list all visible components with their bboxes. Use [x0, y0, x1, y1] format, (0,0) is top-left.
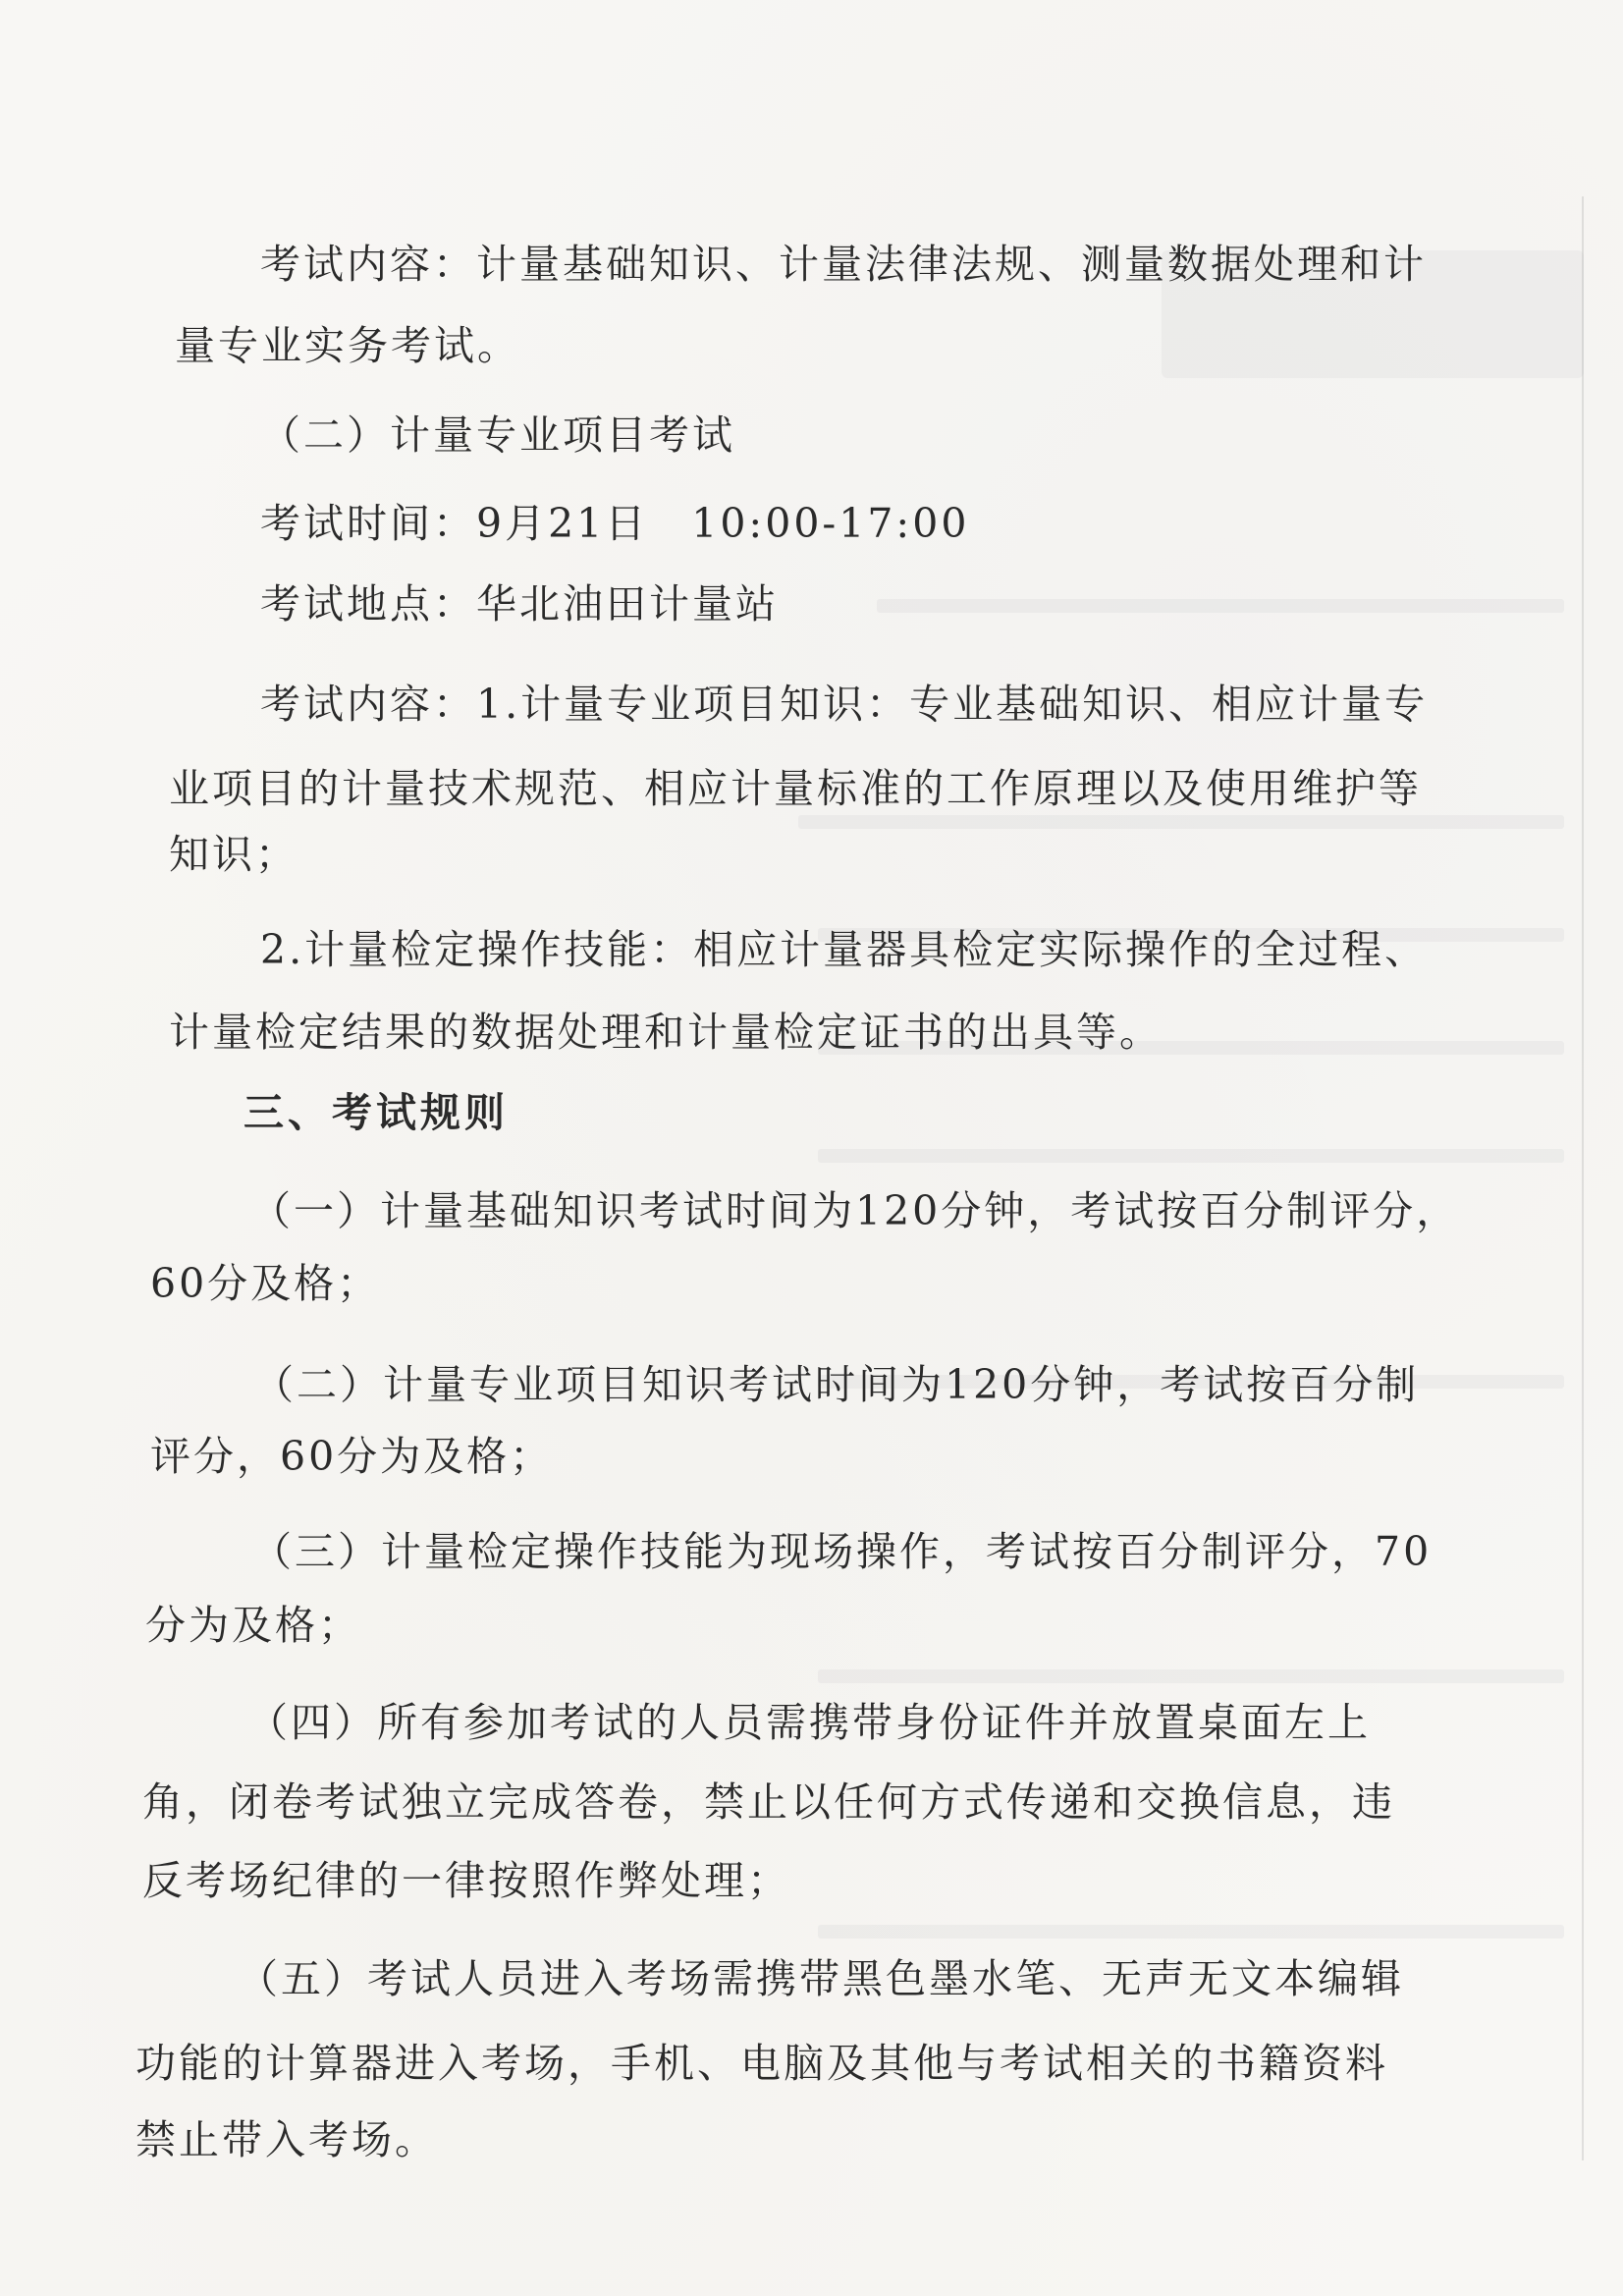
bleed-through-shadow	[798, 815, 1564, 829]
paragraph-line: 分为及格；	[145, 1602, 361, 1649]
exam-time: 考试时间：9月21日 10:00-17:00	[260, 500, 970, 547]
section-heading: （二）计量专业项目考试	[260, 411, 735, 459]
bleed-through-shadow	[877, 599, 1564, 613]
paragraph-line: 计量检定结果的数据处理和计量检定证书的出具等。	[169, 1009, 1163, 1056]
paragraph-line: 禁止带入考场。	[135, 2116, 438, 2163]
section-heading-rules: 三、考试规则	[243, 1089, 509, 1136]
paragraph-line: 评分，60分为及格；	[150, 1433, 554, 1480]
rule-item: （五）考试人员进入考场需携带黑色墨水笔、无声无文本编辑	[238, 1955, 1404, 2002]
bleed-through-shadow	[818, 1925, 1564, 1939]
paragraph-line: 考试内容：1.计量专业项目知识：专业基础知识、相应计量专	[260, 681, 1429, 728]
paragraph-line: 2.计量检定操作技能：相应计量器具检定实际操作的全过程、	[260, 926, 1429, 973]
page-edge	[1582, 196, 1584, 2160]
paragraph-line: 业项目的计量技术规范、相应计量标准的工作原理以及使用维护等	[169, 765, 1422, 812]
paragraph-line: 功能的计算器进入考场，手机、电脑及其他与考试相关的书籍资料	[135, 2040, 1388, 2087]
paragraph-line: 知识；	[169, 831, 298, 878]
paragraph-line: 60分及格；	[150, 1260, 381, 1307]
paragraph-line: 考试内容：计量基础知识、计量法律法规、测量数据处理和计	[260, 241, 1427, 288]
bleed-through-shadow	[818, 1149, 1564, 1163]
rule-item: （四）所有参加考试的人员需携带身份证件并放置桌面左上	[247, 1699, 1371, 1746]
paragraph-line: 量专业实务考试。	[175, 322, 520, 369]
paragraph-line: 角，闭卷考试独立完成答卷，禁止以任何方式传递和交换信息，违	[142, 1778, 1395, 1826]
rule-item: （一）计量基础知识考试时间为120分钟，考试按百分制评分，	[250, 1187, 1460, 1234]
rule-item: （二）计量专业项目知识考试时间为120分钟，考试按百分制	[253, 1361, 1420, 1408]
bleed-through-shadow	[818, 1669, 1564, 1683]
rule-item: （三）计量检定操作技能为现场操作，考试按百分制评分，70	[251, 1528, 1433, 1575]
exam-location: 考试地点：华北油田计量站	[260, 580, 779, 628]
paragraph-line: 反考场纪律的一律按照作弊处理；	[142, 1857, 790, 1904]
